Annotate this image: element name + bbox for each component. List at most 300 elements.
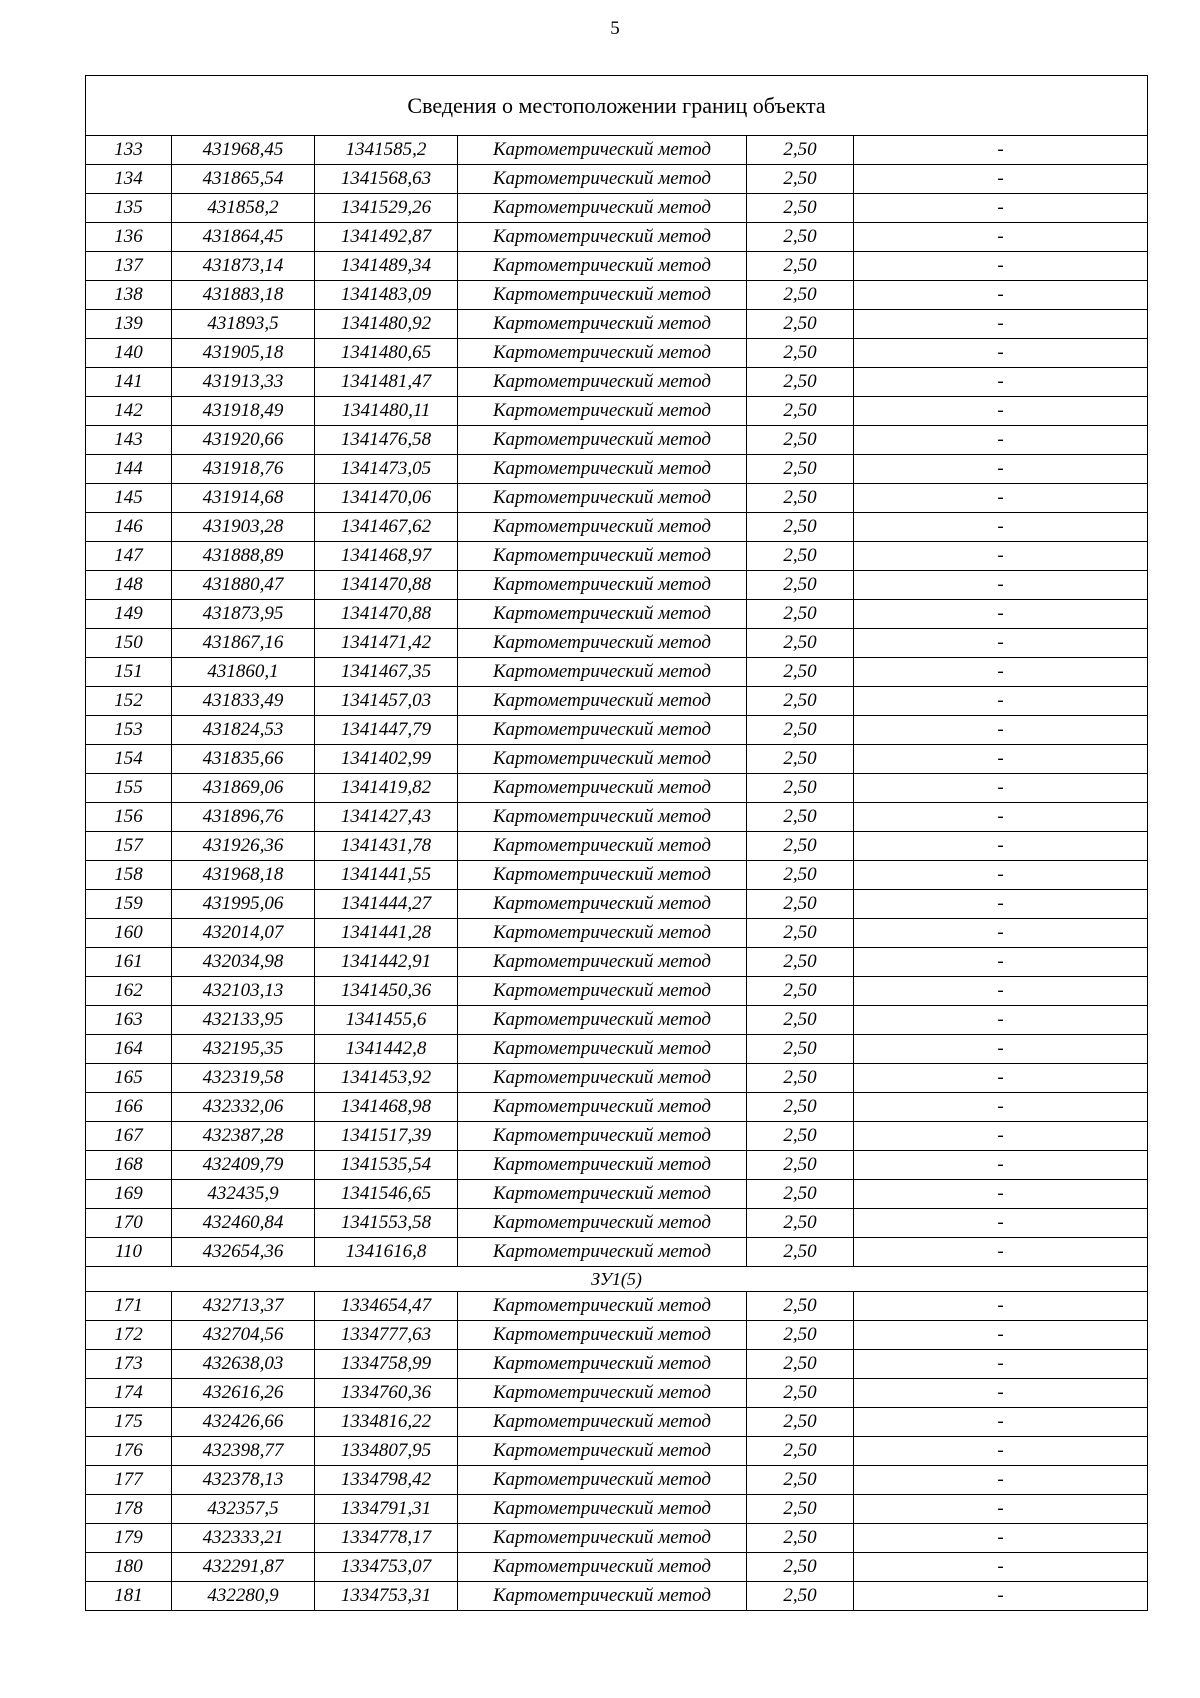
cell-method: Картометрический метод (458, 1151, 747, 1180)
table-row (86, 600, 1148, 629)
cell-description: - (854, 542, 1148, 571)
cell-y-coordinate: 1334654,47 (315, 1292, 458, 1321)
cell-x-coordinate: 431869,06 (172, 774, 315, 803)
cell-point-number: 110 (86, 1238, 172, 1267)
table-row (86, 803, 1148, 832)
cell-x-coordinate: 432333,21 (172, 1524, 315, 1553)
cell-y-coordinate: 1341481,47 (315, 368, 458, 397)
cell-point-number: 148 (86, 571, 172, 600)
table-row (86, 948, 1148, 977)
cell-y-coordinate: 1341517,39 (315, 1122, 458, 1151)
cell-x-coordinate: 431864,45 (172, 223, 315, 252)
table-row (86, 1553, 1148, 1582)
cell-accuracy: 2,50 (747, 948, 854, 977)
cell-point-number: 157 (86, 832, 172, 861)
cell-x-coordinate: 431888,89 (172, 542, 315, 571)
cell-method: Картометрический метод (458, 426, 747, 455)
table-row (86, 1064, 1148, 1093)
cell-accuracy: 2,50 (747, 281, 854, 310)
cell-x-coordinate: 432195,35 (172, 1035, 315, 1064)
cell-y-coordinate: 1341470,06 (315, 484, 458, 513)
cell-method: Картометрический метод (458, 1321, 747, 1350)
cell-accuracy: 2,50 (747, 1466, 854, 1495)
cell-accuracy: 2,50 (747, 194, 854, 223)
cell-point-number: 142 (86, 397, 172, 426)
cell-y-coordinate: 1341546,65 (315, 1180, 458, 1209)
cell-y-coordinate: 1341453,92 (315, 1064, 458, 1093)
cell-description: - (854, 745, 1148, 774)
cell-accuracy: 2,50 (747, 542, 854, 571)
cell-x-coordinate: 432103,13 (172, 977, 315, 1006)
cell-accuracy: 2,50 (747, 861, 854, 890)
table-row (86, 1350, 1148, 1379)
cell-description: - (854, 861, 1148, 890)
cell-point-number: 152 (86, 687, 172, 716)
table-row (86, 1466, 1148, 1495)
cell-description: - (854, 1495, 1148, 1524)
cell-x-coordinate: 431833,49 (172, 687, 315, 716)
cell-point-number: 139 (86, 310, 172, 339)
cell-y-coordinate: 1341480,92 (315, 310, 458, 339)
cell-point-number: 174 (86, 1379, 172, 1408)
cell-x-coordinate: 431896,76 (172, 803, 315, 832)
cell-description: - (854, 455, 1148, 484)
cell-description: - (854, 368, 1148, 397)
cell-point-number: 179 (86, 1524, 172, 1553)
table-title: Сведения о местоположении границ объекта (86, 76, 1148, 136)
table-body (86, 76, 1148, 1611)
cell-point-number: 172 (86, 1321, 172, 1350)
cell-point-number: 169 (86, 1180, 172, 1209)
cell-x-coordinate: 431905,18 (172, 339, 315, 368)
cell-point-number: 138 (86, 281, 172, 310)
table-row (86, 426, 1148, 455)
cell-description: - (854, 687, 1148, 716)
cell-description: - (854, 919, 1148, 948)
cell-y-coordinate: 1334778,17 (315, 1524, 458, 1553)
cell-x-coordinate: 431913,33 (172, 368, 315, 397)
cell-y-coordinate: 1334807,95 (315, 1437, 458, 1466)
section-row (86, 1267, 1148, 1292)
cell-method: Картометрический метод (458, 252, 747, 281)
cell-accuracy: 2,50 (747, 1437, 854, 1466)
cell-x-coordinate: 431865,54 (172, 165, 315, 194)
cell-y-coordinate: 1341553,58 (315, 1209, 458, 1238)
cell-x-coordinate: 432616,26 (172, 1379, 315, 1408)
table-row (86, 165, 1148, 194)
cell-accuracy: 2,50 (747, 223, 854, 252)
cell-method: Картометрический метод (458, 1093, 747, 1122)
cell-y-coordinate: 1341476,58 (315, 426, 458, 455)
cell-point-number: 178 (86, 1495, 172, 1524)
cell-accuracy: 2,50 (747, 165, 854, 194)
cell-accuracy: 2,50 (747, 310, 854, 339)
table-row (86, 1180, 1148, 1209)
cell-y-coordinate: 1341473,05 (315, 455, 458, 484)
cell-description: - (854, 600, 1148, 629)
cell-method: Картометрический метод (458, 455, 747, 484)
cell-description: - (854, 1064, 1148, 1093)
cell-point-number: 134 (86, 165, 172, 194)
cell-x-coordinate: 432332,06 (172, 1093, 315, 1122)
cell-point-number: 158 (86, 861, 172, 890)
cell-point-number: 164 (86, 1035, 172, 1064)
cell-x-coordinate: 431860,1 (172, 658, 315, 687)
cell-accuracy: 2,50 (747, 1408, 854, 1437)
cell-y-coordinate: 1341492,87 (315, 223, 458, 252)
cell-method: Картометрический метод (458, 890, 747, 919)
cell-method: Картометрический метод (458, 1466, 747, 1495)
cell-method: Картометрический метод (458, 1209, 747, 1238)
cell-method: Картометрический метод (458, 1582, 747, 1611)
table-row (86, 1035, 1148, 1064)
cell-point-number: 160 (86, 919, 172, 948)
cell-description: - (854, 1180, 1148, 1209)
cell-description: - (854, 1408, 1148, 1437)
table-row (86, 223, 1148, 252)
cell-point-number: 175 (86, 1408, 172, 1437)
cell-method: Картометрический метод (458, 1524, 747, 1553)
cell-description: - (854, 1151, 1148, 1180)
cell-y-coordinate: 1341480,11 (315, 397, 458, 426)
cell-x-coordinate: 431903,28 (172, 513, 315, 542)
cell-y-coordinate: 1341455,6 (315, 1006, 458, 1035)
cell-method: Картометрический метод (458, 687, 747, 716)
table-row (86, 1122, 1148, 1151)
cell-x-coordinate: 431968,45 (172, 136, 315, 165)
cell-point-number: 166 (86, 1093, 172, 1122)
cell-accuracy: 2,50 (747, 1238, 854, 1267)
cell-x-coordinate: 431968,18 (172, 861, 315, 890)
cell-method: Картометрический метод (458, 1006, 747, 1035)
cell-method: Картометрический метод (458, 1379, 747, 1408)
cell-point-number: 141 (86, 368, 172, 397)
cell-accuracy: 2,50 (747, 1321, 854, 1350)
cell-description: - (854, 1350, 1148, 1379)
table-row (86, 890, 1148, 919)
cell-accuracy: 2,50 (747, 977, 854, 1006)
cell-method: Картометрический метод (458, 745, 747, 774)
cell-accuracy: 2,50 (747, 832, 854, 861)
cell-method: Картометрический метод (458, 600, 747, 629)
cell-y-coordinate: 1334777,63 (315, 1321, 458, 1350)
table-row (86, 977, 1148, 1006)
cell-description: - (854, 339, 1148, 368)
table-row (86, 919, 1148, 948)
cell-description: - (854, 774, 1148, 803)
cell-description: - (854, 1093, 1148, 1122)
cell-accuracy: 2,50 (747, 426, 854, 455)
cell-accuracy: 2,50 (747, 1180, 854, 1209)
table-title-row (86, 76, 1148, 136)
table-row (86, 339, 1148, 368)
cell-accuracy: 2,50 (747, 136, 854, 165)
cell-y-coordinate: 1341489,34 (315, 252, 458, 281)
cell-method: Картометрический метод (458, 716, 747, 745)
cell-point-number: 167 (86, 1122, 172, 1151)
cell-x-coordinate: 431893,5 (172, 310, 315, 339)
cell-x-coordinate: 431995,06 (172, 890, 315, 919)
cell-description: - (854, 1553, 1148, 1582)
table-row (86, 136, 1148, 165)
table-row (86, 1238, 1148, 1267)
cell-x-coordinate: 431824,53 (172, 716, 315, 745)
page-number: 5 (610, 18, 620, 39)
cell-method: Картометрический метод (458, 571, 747, 600)
cell-point-number: 159 (86, 890, 172, 919)
cell-description: - (854, 977, 1148, 1006)
cell-point-number: 145 (86, 484, 172, 513)
cell-method: Картометрический метод (458, 1035, 747, 1064)
cell-method: Картометрический метод (458, 919, 747, 948)
cell-point-number: 173 (86, 1350, 172, 1379)
table-row (86, 194, 1148, 223)
cell-description: - (854, 194, 1148, 223)
cell-point-number: 155 (86, 774, 172, 803)
cell-point-number: 136 (86, 223, 172, 252)
cell-description: - (854, 1524, 1148, 1553)
cell-description: - (854, 571, 1148, 600)
cell-method: Картометрический метод (458, 1122, 747, 1151)
cell-method: Картометрический метод (458, 165, 747, 194)
cell-method: Картометрический метод (458, 484, 747, 513)
cell-point-number: 161 (86, 948, 172, 977)
cell-description: - (854, 1437, 1148, 1466)
table-row (86, 716, 1148, 745)
cell-y-coordinate: 1334816,22 (315, 1408, 458, 1437)
cell-y-coordinate: 1341442,91 (315, 948, 458, 977)
cell-point-number: 168 (86, 1151, 172, 1180)
cell-x-coordinate: 431918,49 (172, 397, 315, 426)
table-row (86, 252, 1148, 281)
cell-accuracy: 2,50 (747, 1122, 854, 1151)
cell-description: - (854, 1379, 1148, 1408)
table-row (86, 774, 1148, 803)
cell-accuracy: 2,50 (747, 629, 854, 658)
cell-point-number: 146 (86, 513, 172, 542)
cell-accuracy: 2,50 (747, 716, 854, 745)
cell-x-coordinate: 432133,95 (172, 1006, 315, 1035)
cell-accuracy: 2,50 (747, 1350, 854, 1379)
cell-point-number: 176 (86, 1437, 172, 1466)
cell-description: - (854, 1122, 1148, 1151)
table-row (86, 484, 1148, 513)
cell-x-coordinate: 432387,28 (172, 1122, 315, 1151)
table-row (86, 1524, 1148, 1553)
cell-y-coordinate: 1341471,42 (315, 629, 458, 658)
cell-point-number: 150 (86, 629, 172, 658)
cell-accuracy: 2,50 (747, 1379, 854, 1408)
cell-x-coordinate: 431858,2 (172, 194, 315, 223)
cell-x-coordinate: 431914,68 (172, 484, 315, 513)
table-row (86, 455, 1148, 484)
cell-description: - (854, 1292, 1148, 1321)
cell-method: Картометрический метод (458, 1350, 747, 1379)
table-row (86, 1292, 1148, 1321)
cell-method: Картометрический метод (458, 803, 747, 832)
table-row (86, 1437, 1148, 1466)
cell-accuracy: 2,50 (747, 455, 854, 484)
cell-method: Картометрический метод (458, 1553, 747, 1582)
cell-accuracy: 2,50 (747, 803, 854, 832)
cell-accuracy: 2,50 (747, 745, 854, 774)
table-row (86, 1379, 1148, 1408)
cell-description: - (854, 803, 1148, 832)
cell-method: Картометрический метод (458, 1437, 747, 1466)
cell-description: - (854, 1238, 1148, 1267)
cell-description: - (854, 252, 1148, 281)
cell-accuracy: 2,50 (747, 339, 854, 368)
cell-y-coordinate: 1341441,55 (315, 861, 458, 890)
table-row (86, 1209, 1148, 1238)
cell-y-coordinate: 1341419,82 (315, 774, 458, 803)
cell-y-coordinate: 1341535,54 (315, 1151, 458, 1180)
table-row (86, 368, 1148, 397)
cell-description: - (854, 629, 1148, 658)
cell-accuracy: 2,50 (747, 1582, 854, 1611)
cell-point-number: 153 (86, 716, 172, 745)
cell-description: - (854, 513, 1148, 542)
cell-x-coordinate: 432435,9 (172, 1180, 315, 1209)
cell-method: Картометрический метод (458, 658, 747, 687)
cell-method: Картометрический метод (458, 774, 747, 803)
cell-point-number: 170 (86, 1209, 172, 1238)
cell-x-coordinate: 431926,36 (172, 832, 315, 861)
cell-description: - (854, 223, 1148, 252)
cell-y-coordinate: 1341457,03 (315, 687, 458, 716)
cell-accuracy: 2,50 (747, 919, 854, 948)
table-row (86, 861, 1148, 890)
cell-point-number: 181 (86, 1582, 172, 1611)
cell-point-number: 143 (86, 426, 172, 455)
cell-x-coordinate: 432291,87 (172, 1553, 315, 1582)
cell-x-coordinate: 431867,16 (172, 629, 315, 658)
cell-accuracy: 2,50 (747, 513, 854, 542)
cell-method: Картометрический метод (458, 339, 747, 368)
cell-method: Картометрический метод (458, 1495, 747, 1524)
cell-y-coordinate: 1341467,62 (315, 513, 458, 542)
cell-accuracy: 2,50 (747, 774, 854, 803)
cell-description: - (854, 397, 1148, 426)
table-row (86, 832, 1148, 861)
cell-method: Картометрический метод (458, 397, 747, 426)
cell-description: - (854, 948, 1148, 977)
cell-y-coordinate: 1334753,07 (315, 1553, 458, 1582)
cell-x-coordinate: 432398,77 (172, 1437, 315, 1466)
cell-point-number: 147 (86, 542, 172, 571)
cell-y-coordinate: 1341442,8 (315, 1035, 458, 1064)
cell-point-number: 171 (86, 1292, 172, 1321)
cell-accuracy: 2,50 (747, 600, 854, 629)
cell-point-number: 177 (86, 1466, 172, 1495)
cell-y-coordinate: 1341402,99 (315, 745, 458, 774)
cell-point-number: 140 (86, 339, 172, 368)
cell-y-coordinate: 1341480,65 (315, 339, 458, 368)
cell-description: - (854, 1006, 1148, 1035)
cell-method: Картометрический метод (458, 368, 747, 397)
cell-x-coordinate: 431873,95 (172, 600, 315, 629)
cell-point-number: 180 (86, 1553, 172, 1582)
cell-description: - (854, 1209, 1148, 1238)
cell-y-coordinate: 1341467,35 (315, 658, 458, 687)
cell-x-coordinate: 432713,37 (172, 1292, 315, 1321)
cell-description: - (854, 832, 1148, 861)
cell-accuracy: 2,50 (747, 1093, 854, 1122)
table-row (86, 1093, 1148, 1122)
cell-method: Картометрический метод (458, 223, 747, 252)
cell-y-coordinate: 1334758,99 (315, 1350, 458, 1379)
cell-x-coordinate: 432034,98 (172, 948, 315, 977)
cell-x-coordinate: 432704,56 (172, 1321, 315, 1350)
cell-accuracy: 2,50 (747, 368, 854, 397)
table-row (86, 1495, 1148, 1524)
cell-y-coordinate: 1341568,63 (315, 165, 458, 194)
cell-method: Картометрический метод (458, 281, 747, 310)
cell-y-coordinate: 1341444,27 (315, 890, 458, 919)
cell-method: Картометрический метод (458, 310, 747, 339)
cell-x-coordinate: 432357,5 (172, 1495, 315, 1524)
cell-y-coordinate: 1334798,42 (315, 1466, 458, 1495)
cell-point-number: 149 (86, 600, 172, 629)
cell-y-coordinate: 1334791,31 (315, 1495, 458, 1524)
cell-accuracy: 2,50 (747, 1553, 854, 1582)
cell-description: - (854, 281, 1148, 310)
cell-accuracy: 2,50 (747, 1006, 854, 1035)
table-row (86, 571, 1148, 600)
cell-x-coordinate: 431835,66 (172, 745, 315, 774)
cell-y-coordinate: 1334760,36 (315, 1379, 458, 1408)
cell-point-number: 163 (86, 1006, 172, 1035)
table-row (86, 1321, 1148, 1350)
cell-point-number: 156 (86, 803, 172, 832)
cell-method: Картометрический метод (458, 832, 747, 861)
cell-accuracy: 2,50 (747, 571, 854, 600)
cell-x-coordinate: 431883,18 (172, 281, 315, 310)
cell-point-number: 165 (86, 1064, 172, 1093)
cell-y-coordinate: 1341450,36 (315, 977, 458, 1006)
cell-x-coordinate: 431920,66 (172, 426, 315, 455)
table-row (86, 687, 1148, 716)
cell-description: - (854, 1582, 1148, 1611)
cell-y-coordinate: 1341468,97 (315, 542, 458, 571)
cell-x-coordinate: 432638,03 (172, 1350, 315, 1379)
cell-method: Картометрический метод (458, 136, 747, 165)
cell-y-coordinate: 1341427,43 (315, 803, 458, 832)
cell-y-coordinate: 1341447,79 (315, 716, 458, 745)
cell-x-coordinate: 431873,14 (172, 252, 315, 281)
table-row (86, 397, 1148, 426)
table-row (86, 629, 1148, 658)
table-row (86, 1582, 1148, 1611)
cell-x-coordinate: 431918,76 (172, 455, 315, 484)
cell-y-coordinate: 1334753,31 (315, 1582, 458, 1611)
cell-method: Картометрический метод (458, 513, 747, 542)
cell-y-coordinate: 1341616,8 (315, 1238, 458, 1267)
cell-accuracy: 2,50 (747, 1495, 854, 1524)
cell-description: - (854, 426, 1148, 455)
cell-description: - (854, 716, 1148, 745)
cell-accuracy: 2,50 (747, 1064, 854, 1093)
cell-method: Картометрический метод (458, 1292, 747, 1321)
cell-method: Картометрический метод (458, 1408, 747, 1437)
cell-x-coordinate: 432426,66 (172, 1408, 315, 1437)
cell-method: Картометрический метод (458, 194, 747, 223)
cell-method: Картометрический метод (458, 542, 747, 571)
cell-description: - (854, 310, 1148, 339)
cell-accuracy: 2,50 (747, 1209, 854, 1238)
table-row (86, 1006, 1148, 1035)
cell-description: - (854, 484, 1148, 513)
